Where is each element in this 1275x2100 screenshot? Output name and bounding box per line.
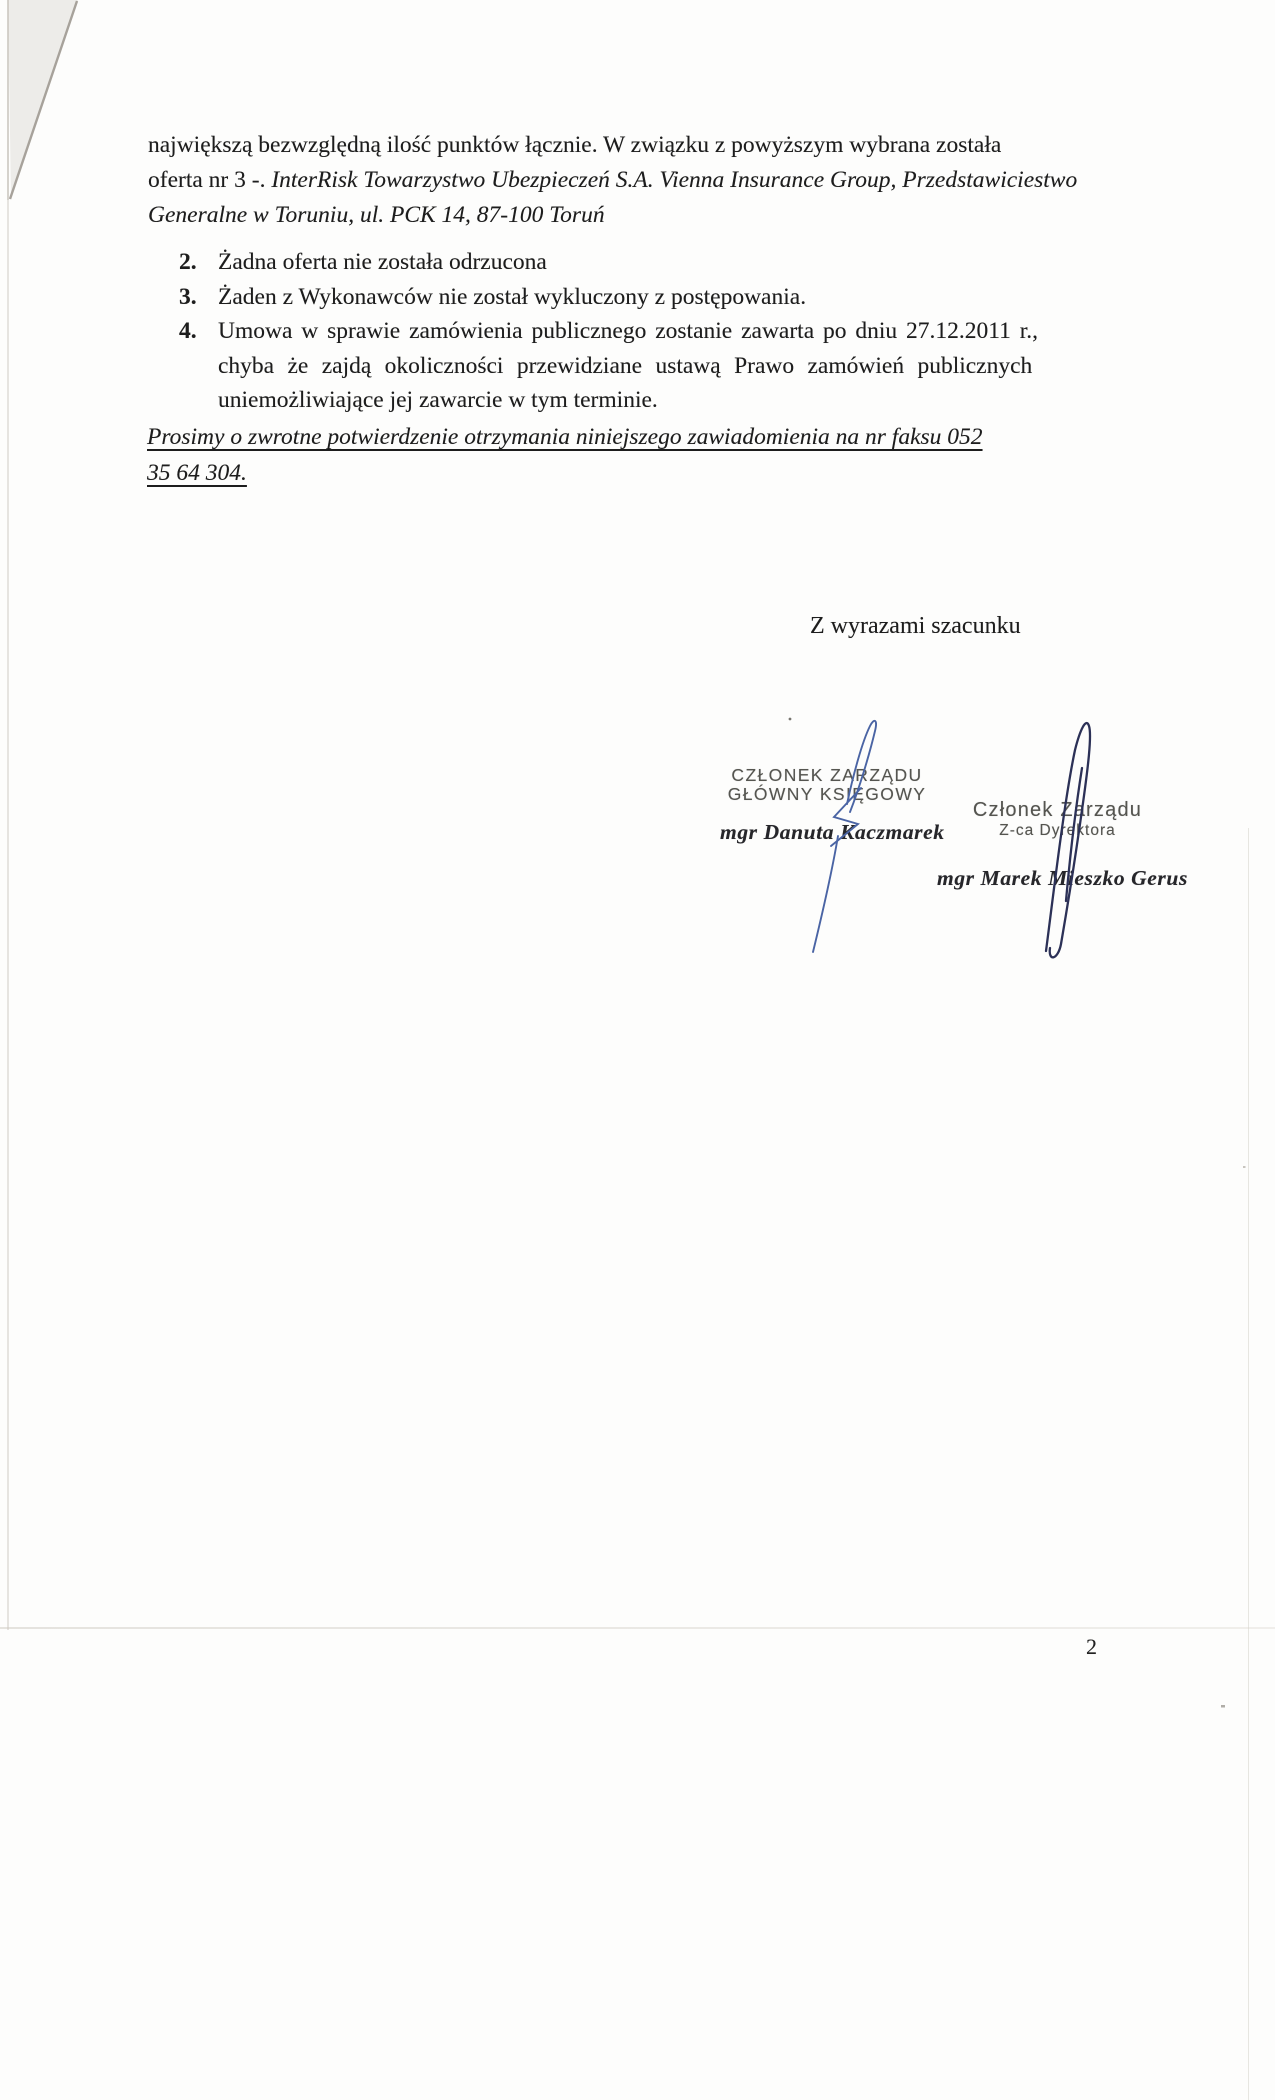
intro-line-3: Generalne w Toruniu, ul. PCK 14, 87-100 Toruń [148, 202, 605, 228]
scan-edge-left [7, 0, 9, 1630]
intro-line-2 [148, 167, 1077, 194]
signatory-name-right: mgr Marek Mieszko Gerus [937, 866, 1188, 890]
signatory-name-left: mgr Danuta Kaczmarek [720, 820, 945, 844]
list-item-3-text: Żaden z Wykonawców nie został wykluczony z postępowania. [218, 284, 807, 310]
list-item-4-line-2: chyba że zajdą okoliczności przewidziane ustawą Prawo zamówień publicznych [218, 353, 1033, 379]
scan-edge-right [1248, 828, 1249, 2100]
page-corner-fold-artifact [0, 0, 130, 230]
list-item-2-number: 2. [179, 249, 197, 275]
intro-line-1: największą bezwzględną ilość punktów łącznie. W związku z powyższym wybrana została [148, 132, 1002, 158]
stamp-left [697, 766, 957, 804]
list-item-4-line-1: Umowa w sprawie zamówienia publicznego zostanie zawarta po dniu 27.12.2011 r., [218, 318, 1039, 344]
closing-salutation: Z wyrazami szacunku [810, 613, 1021, 639]
stamp-right-line-1: Członek Zarządu [972, 799, 1143, 821]
fax-note-line-2: 35 64 304. [147, 460, 247, 486]
stamp-right-line-2: Z-ca Dyrektora [999, 822, 1116, 839]
fax-note-line-1: Prosimy o zwrotne potwierdzenie otrzymania niniejszego zawiadomienia na nr faksu 052 [147, 424, 983, 450]
stamp-right [945, 799, 1170, 840]
stamp-left-line-2: GŁÓWNY KSIĘGOWY [727, 784, 927, 804]
intro-line-2-regular: oferta nr 3 -. [148, 167, 272, 193]
list-item-2-text: Żadna oferta nie została odrzucona [218, 249, 547, 275]
list-item-4-number: 4. [179, 318, 197, 344]
page-number: 2 [1086, 1634, 1097, 1659]
scan-edge-bottom [0, 1627, 1275, 1629]
signature-ink-right [1046, 723, 1090, 957]
list-item-3-number: 3. [179, 284, 197, 310]
intro-line-2-italic: InterRisk Towarzystwo Ubezpieczeń S.A. Vienna Insurance Group, Przedstawiciestwo [271, 167, 1078, 193]
stamp-left-line-1: CZŁONEK ZARZĄDU [731, 765, 923, 785]
list-item-4-line-3: uniemożliwiające jej zawarcie w tym terminie. [218, 387, 658, 413]
